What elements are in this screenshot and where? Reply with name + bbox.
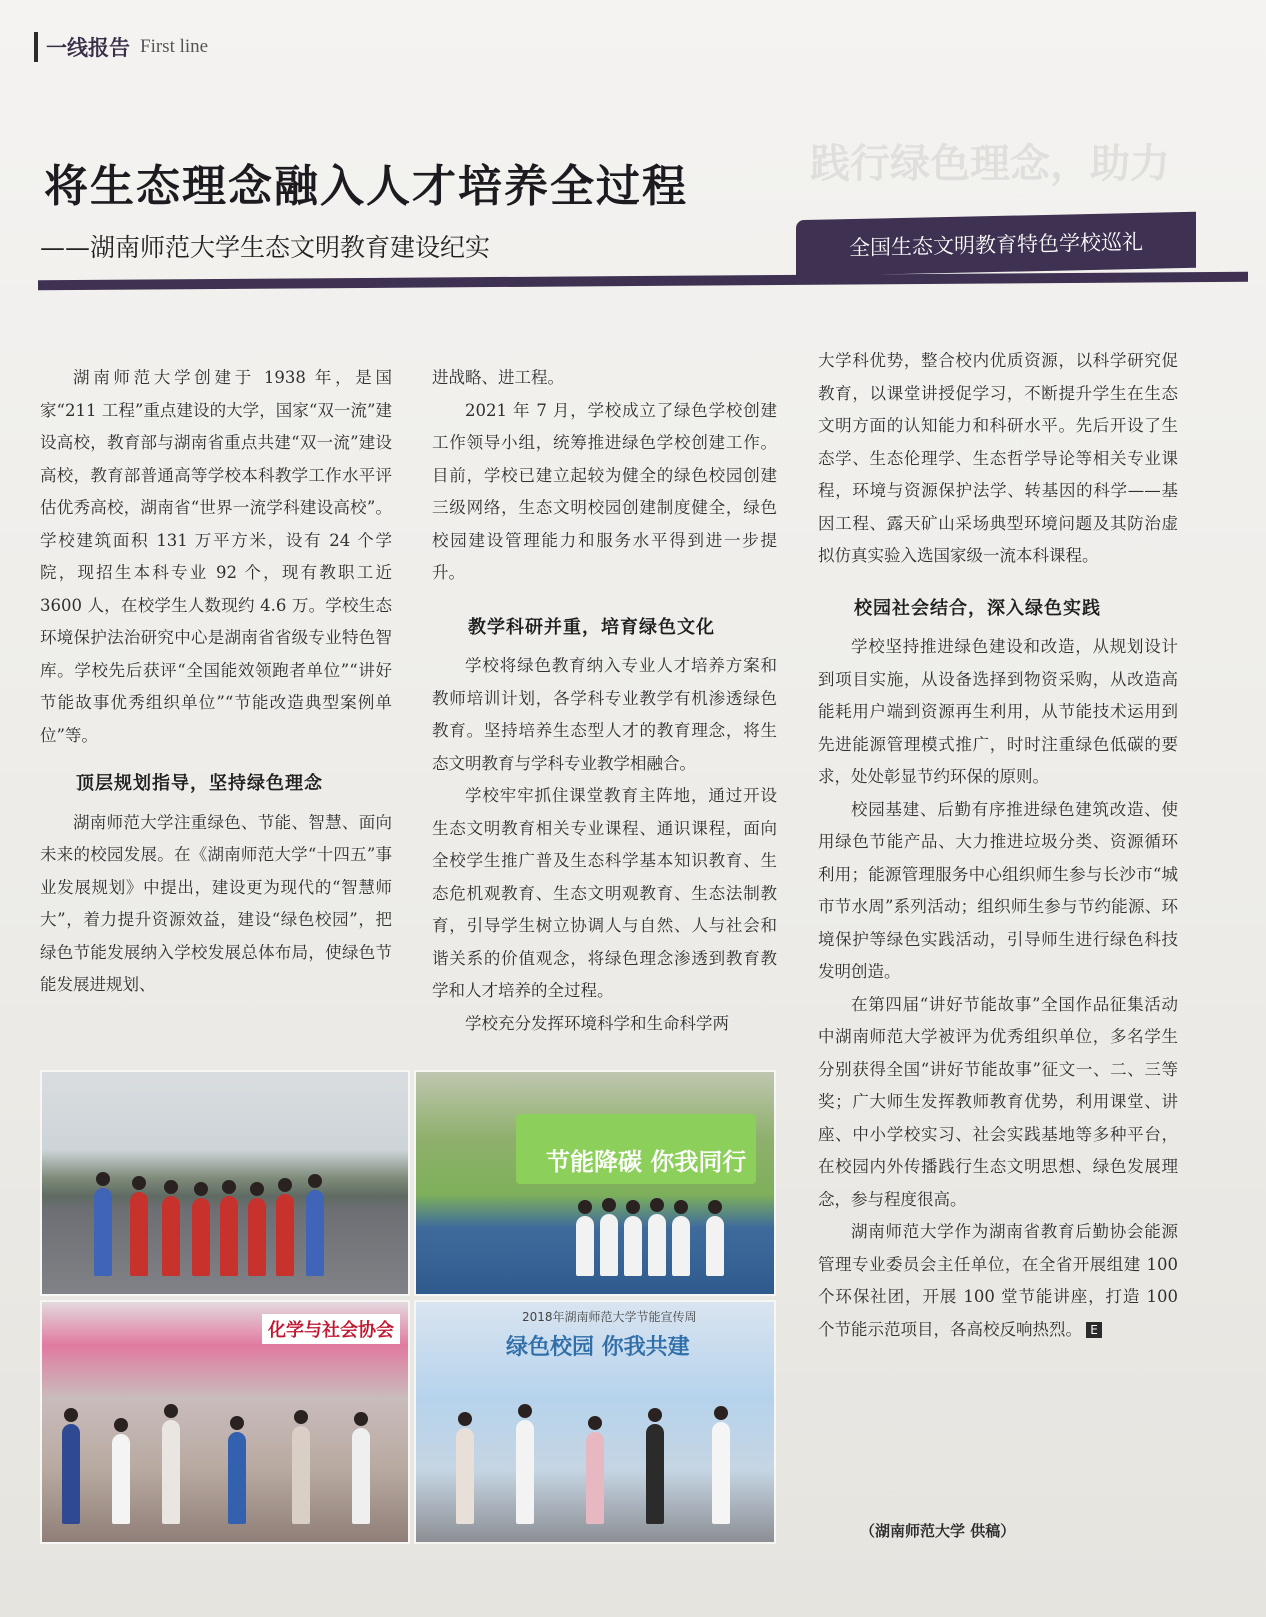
text-column-1 xyxy=(40,362,392,1002)
photo-club-fair xyxy=(40,1300,410,1544)
paragraph: 学校充分发挥环境科学和生命科学两 xyxy=(465,1013,729,1033)
club-sign: 化学与社会协会 xyxy=(262,1314,400,1344)
text-column-2 xyxy=(432,362,777,1040)
paragraph: 湖南师范大学注重绿色、节能、智慧、面向未来的校园发展。在《湖南师范大学“十四五”事业发展规划》中提出，建设更为现代的“智慧师大”，着力提升资源效益，建设“绿色校园”，把绿色节能发展纳入学校发展总体布局，使绿色节能发展进规划、 xyxy=(40,812,392,994)
photo-people xyxy=(416,1166,774,1276)
photo-green-campus xyxy=(414,1300,776,1544)
paragraph: 在第四届“讲好节能故事”全国作品征集活动中湖南师范大学被评为优秀组织单位，多名学生分别获得全国“讲好节能故事”征文一、二、三等奖；广大师生发挥教师教育优势，利用课堂、讲座、中小学校实习、社会实践基地等多种平台，在校园内外传播践行生态文明思想、绿色发展理念，参与程度很高。 xyxy=(818,994,1178,1209)
end-mark-icon: E xyxy=(1086,1322,1102,1338)
series-banner: 全国生态文明教育特色学校巡礼 xyxy=(796,212,1196,276)
section-name-cn: 一线报告 xyxy=(46,36,130,60)
paragraph: 校园基建、后勤有序推进绿色建筑改造、使用绿色节能产品、大力推进垃圾分类、资源循环利用；能源管理服务中心组织师生参与长沙市“城市节水周”系列活动；组织师生参与节约能源、环境保护等绿色实践活动，引导师生进行绿色科技发明创造。 xyxy=(818,799,1178,981)
paragraph-continued: 大学科优势，整合校内优质资源，以科学研究促教育，以课堂讲授促学习，不断提升学生在生态文明方面的认知能力和科研水平。先后开设了生态学、生态伦理学、生态哲学导论等相关专业课程，环境与资源保护法学、转基因的科学——基因工程、露天矿山采场典型环境问题及其防治虚拟仿真实验入选国家级一流本科课程。 xyxy=(818,351,1178,565)
bleed-through-title: 践行绿色理念，助力 xyxy=(810,141,1170,187)
photo-people xyxy=(416,1414,774,1524)
paragraph xyxy=(818,1216,1178,1346)
paragraph: 2021 年 7 月，学校成立了绿色学校创建工作领导小组，统筹推进绿色学校创建工作。目前，学校已建立起较为健全的绿色校园创建三级网络，生态文明校园创建制度健全，绿色校园建设管理能力和服务水平得到进一步提升。 xyxy=(432,400,777,582)
article-title: 将生态理念融入人才培养全过程 xyxy=(44,161,688,212)
title-rule xyxy=(38,272,1248,290)
heading-teaching: 教学科研并重，培育绿色文化 xyxy=(468,616,715,638)
article-subtitle: ——湖南师范大学生态文明教育建设纪实 xyxy=(40,233,491,262)
heading-practice: 校园社会结合，深入绿色实践 xyxy=(854,597,1101,619)
photo-stage-event xyxy=(414,1070,776,1296)
article-credit: （湖南师范大学 供稿） xyxy=(860,1522,1016,1540)
photo-group-volunteers xyxy=(40,1070,410,1296)
closing-paragraph-text: 湖南师范大学作为湖南省教育后勤协会能源管理专业委员会主任单位，在全省开展组建 100 个环保社团，开展 100 堂节能讲座，打造 100 个节能示范项目，各高校反响热烈。 xyxy=(818,1222,1178,1339)
paragraph: 学校牢牢抓住课堂教育主阵地，通过开设生态文明教育相关专业课程、通识课程，面向全校学生推广普及生态科学基本知识教育、生态危机观教育、生态文明观教育、生态法制教育，引导学生树立协调人与自然、人与社会和谐关系的价值观念，将绿色理念渗透到教育教学和人才培养的全过程。 xyxy=(432,786,777,1000)
backdrop-slogan: 节能降碳 你我同行 xyxy=(546,1148,747,1176)
intro-paragraph: 湖南师范大学创建于 1938 年，是国家“211 工程”重点建设的大学，国家“双一流”建设高校，教育部与湖南省重点共建“双一流”建设高校，教育部普通高等学校本科教学工作水平评估优秀高校，湖南省“世界一流学科建设高校”。学校建筑面积 131 万平方米，设有 24 个学院，现招生本科专业 92 个，现有教职工近 3600 人，在校学生人数现约 4.6 万。学校生态环境保护法治研究中心是湖南省省级专业特色智库。学校先后获评“全国能效领跑者单位”“讲好节能故事优秀组织单位”“节能改造典型案例单位”等。 xyxy=(40,368,392,745)
section-header xyxy=(34,30,208,64)
paragraph-continued: 进战略、进工程。 xyxy=(432,368,564,387)
text-column-3 xyxy=(818,345,1178,1346)
paragraph: 学校将绿色教育纳入专业人才培养方案和教师培训计划，各学科专业教学有机渗透绿色教育。坚持培养生态型人才的教育理念，将生态文明教育与学科专业教学相融合。 xyxy=(432,656,777,773)
banner-small-caption: 2018年湖南师范大学节能宣传周 xyxy=(522,1310,697,1324)
header-bar xyxy=(34,32,38,62)
paragraph: 学校坚持推进绿色建设和改造，从规划设计到项目实施，从设备选择到物资采购，从改造高能耗用户端到资源再生利用，从节能技术运用到先进能源管理模式推广，时时注重绿色低碳的要求，处处彰显节约环保的原则。 xyxy=(818,637,1178,786)
heading-planning: 顶层规划指导，坚持绿色理念 xyxy=(76,773,323,794)
photo-people xyxy=(42,1166,408,1276)
section-name-en: First line xyxy=(140,36,209,57)
photo-people xyxy=(42,1414,408,1524)
banner-slogan: 绿色校园 你我共建 xyxy=(506,1335,690,1360)
